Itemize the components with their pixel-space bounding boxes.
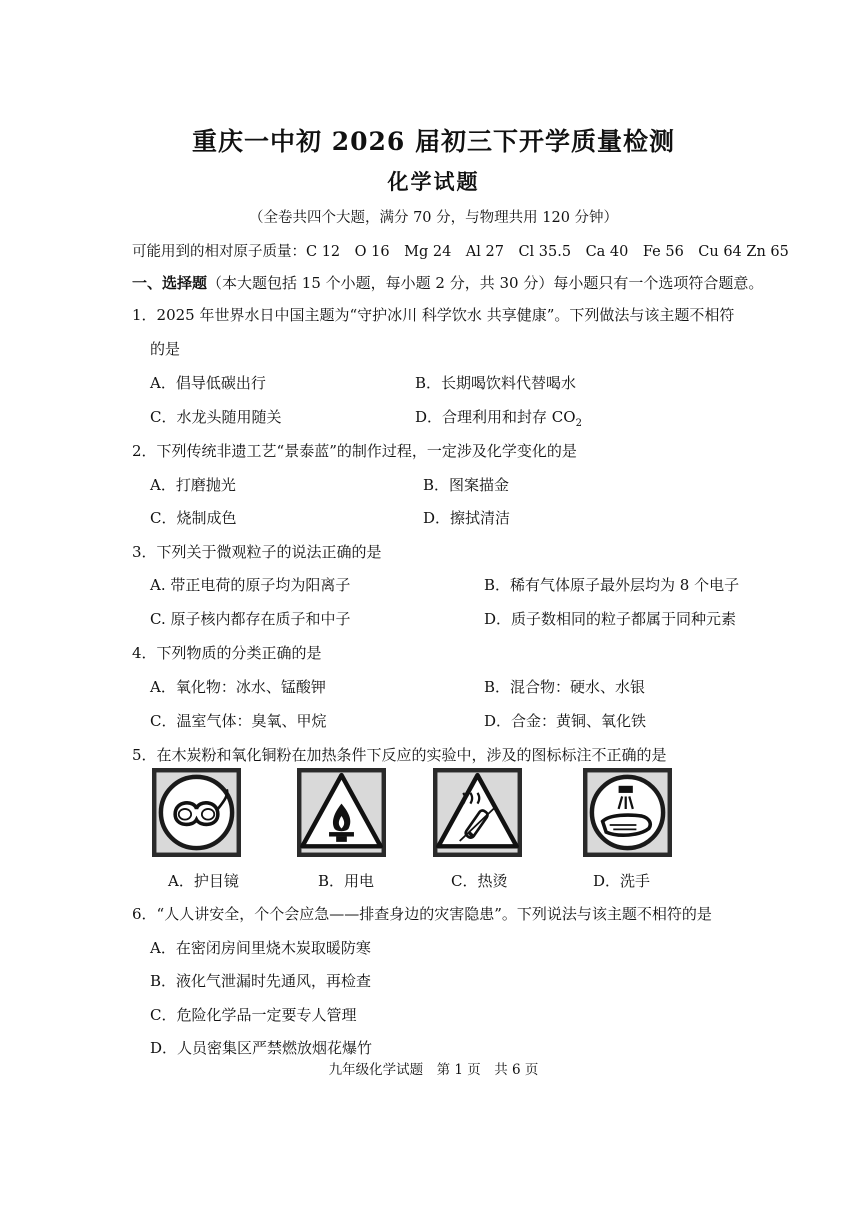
q3-option-b: B．稀有气体原子最外层均为 8 个电子 [484, 576, 740, 594]
q3-option-a: A. 带正电荷的原子均为阳离子 [150, 576, 351, 594]
q1-option-d-text: D．合理利用和封存 CO [415, 408, 576, 426]
q5-option-a: A．护目镜 [168, 872, 239, 890]
q4-option-a: A．氧化物：冰水、锰酸钾 [150, 678, 326, 696]
page-title: 重庆一中初 2026 届初三下开学质量检测 [192, 127, 675, 156]
q5-option-d: D．洗手 [593, 872, 651, 890]
q1-option-b: B．长期喝饮料代替喝水 [415, 374, 577, 392]
atomic-masses: 可能用到的相对原子质量：C 12 O 16 Mg 24 Al 27 Cl 35.5 Ca 40 Fe 56 Cu 64 Zn 65 [132, 244, 789, 260]
goggles-icon [152, 768, 241, 857]
q1-option-d-sub: 2 [575, 418, 582, 429]
q2-option-c: C．烧制成色 [150, 509, 237, 527]
q5-stem: 5．在木炭粉和氧化铜粉在加热条件下反应的实验中，涉及的图标标注不正确的是 [132, 746, 667, 764]
q1-stem-cont: 的是 [150, 340, 181, 358]
q2-option-d: D．擦拭清洁 [423, 509, 511, 527]
q5-option-c: C．热烫 [451, 872, 508, 890]
q2-option-b: B．图案描金 [423, 476, 510, 494]
q2-stem: 2．下列传统非遗工艺“景泰蓝”的制作过程，一定涉及化学变化的是 [132, 442, 577, 460]
section-desc: （本大题包括 15 个小题，每小题 2 分，共 30 分）每小题只有一个选项符合题意。 [207, 274, 764, 292]
exam-note: （全卷共四个大题，满分 70 分，与物理共用 120 分钟） [248, 210, 619, 226]
q1-option-c: C．水龙头随用随关 [150, 408, 282, 426]
q4-stem: 4．下列物质的分类正确的是 [132, 644, 322, 662]
hot-surface-icon [433, 768, 522, 857]
q2-option-a: A．打磨抛光 [150, 476, 236, 494]
q4-option-c: C．温室气体：臭氧、甲烷 [150, 712, 327, 730]
section-heading [132, 272, 763, 293]
q6-stem: 6．“人人讲安全，个个会应急——排查身边的灾害隐患”。下列说法与该主题不相符的是 [132, 905, 712, 923]
q6-option-c: C．危险化学品一定要专人管理 [150, 1006, 357, 1024]
q3-option-d: D．质子数相同的粒子都属于同种元素 [484, 610, 737, 628]
q6-option-b: B．液化气泄漏时先通风，再检查 [150, 972, 372, 990]
q4-option-b: B．混合物：硬水、水银 [484, 678, 646, 696]
q4-option-d: D．合金：黄铜、氧化铁 [484, 712, 647, 730]
page-footer: 九年级化学试题 第 1 页 共 6 页 [328, 1062, 539, 1078]
q1-option-a: A．倡导低碳出行 [150, 374, 266, 392]
q6-option-a: A．在密闭房间里烧木炭取暖防寒 [150, 939, 371, 957]
q3-stem: 3．下列关于微观粒子的说法正确的是 [132, 543, 382, 561]
q5-option-b: B．用电 [318, 872, 375, 890]
page-subtitle: 化学试题 [387, 169, 480, 194]
hand-wash-icon [583, 768, 672, 857]
q1-stem: 1．2025 年世界水日中国主题为“守护冰川 科学饮水 共享健康”。下列做法与该主题不相符 [132, 306, 735, 324]
flame-icon [297, 768, 386, 857]
q1-option-d [415, 406, 582, 429]
q3-option-c: C. 原子核内都存在质子和中子 [150, 610, 351, 628]
q6-option-d: D．人员密集区严禁燃放烟花爆竹 [150, 1039, 373, 1057]
section-title: 一、选择题 [132, 274, 208, 292]
